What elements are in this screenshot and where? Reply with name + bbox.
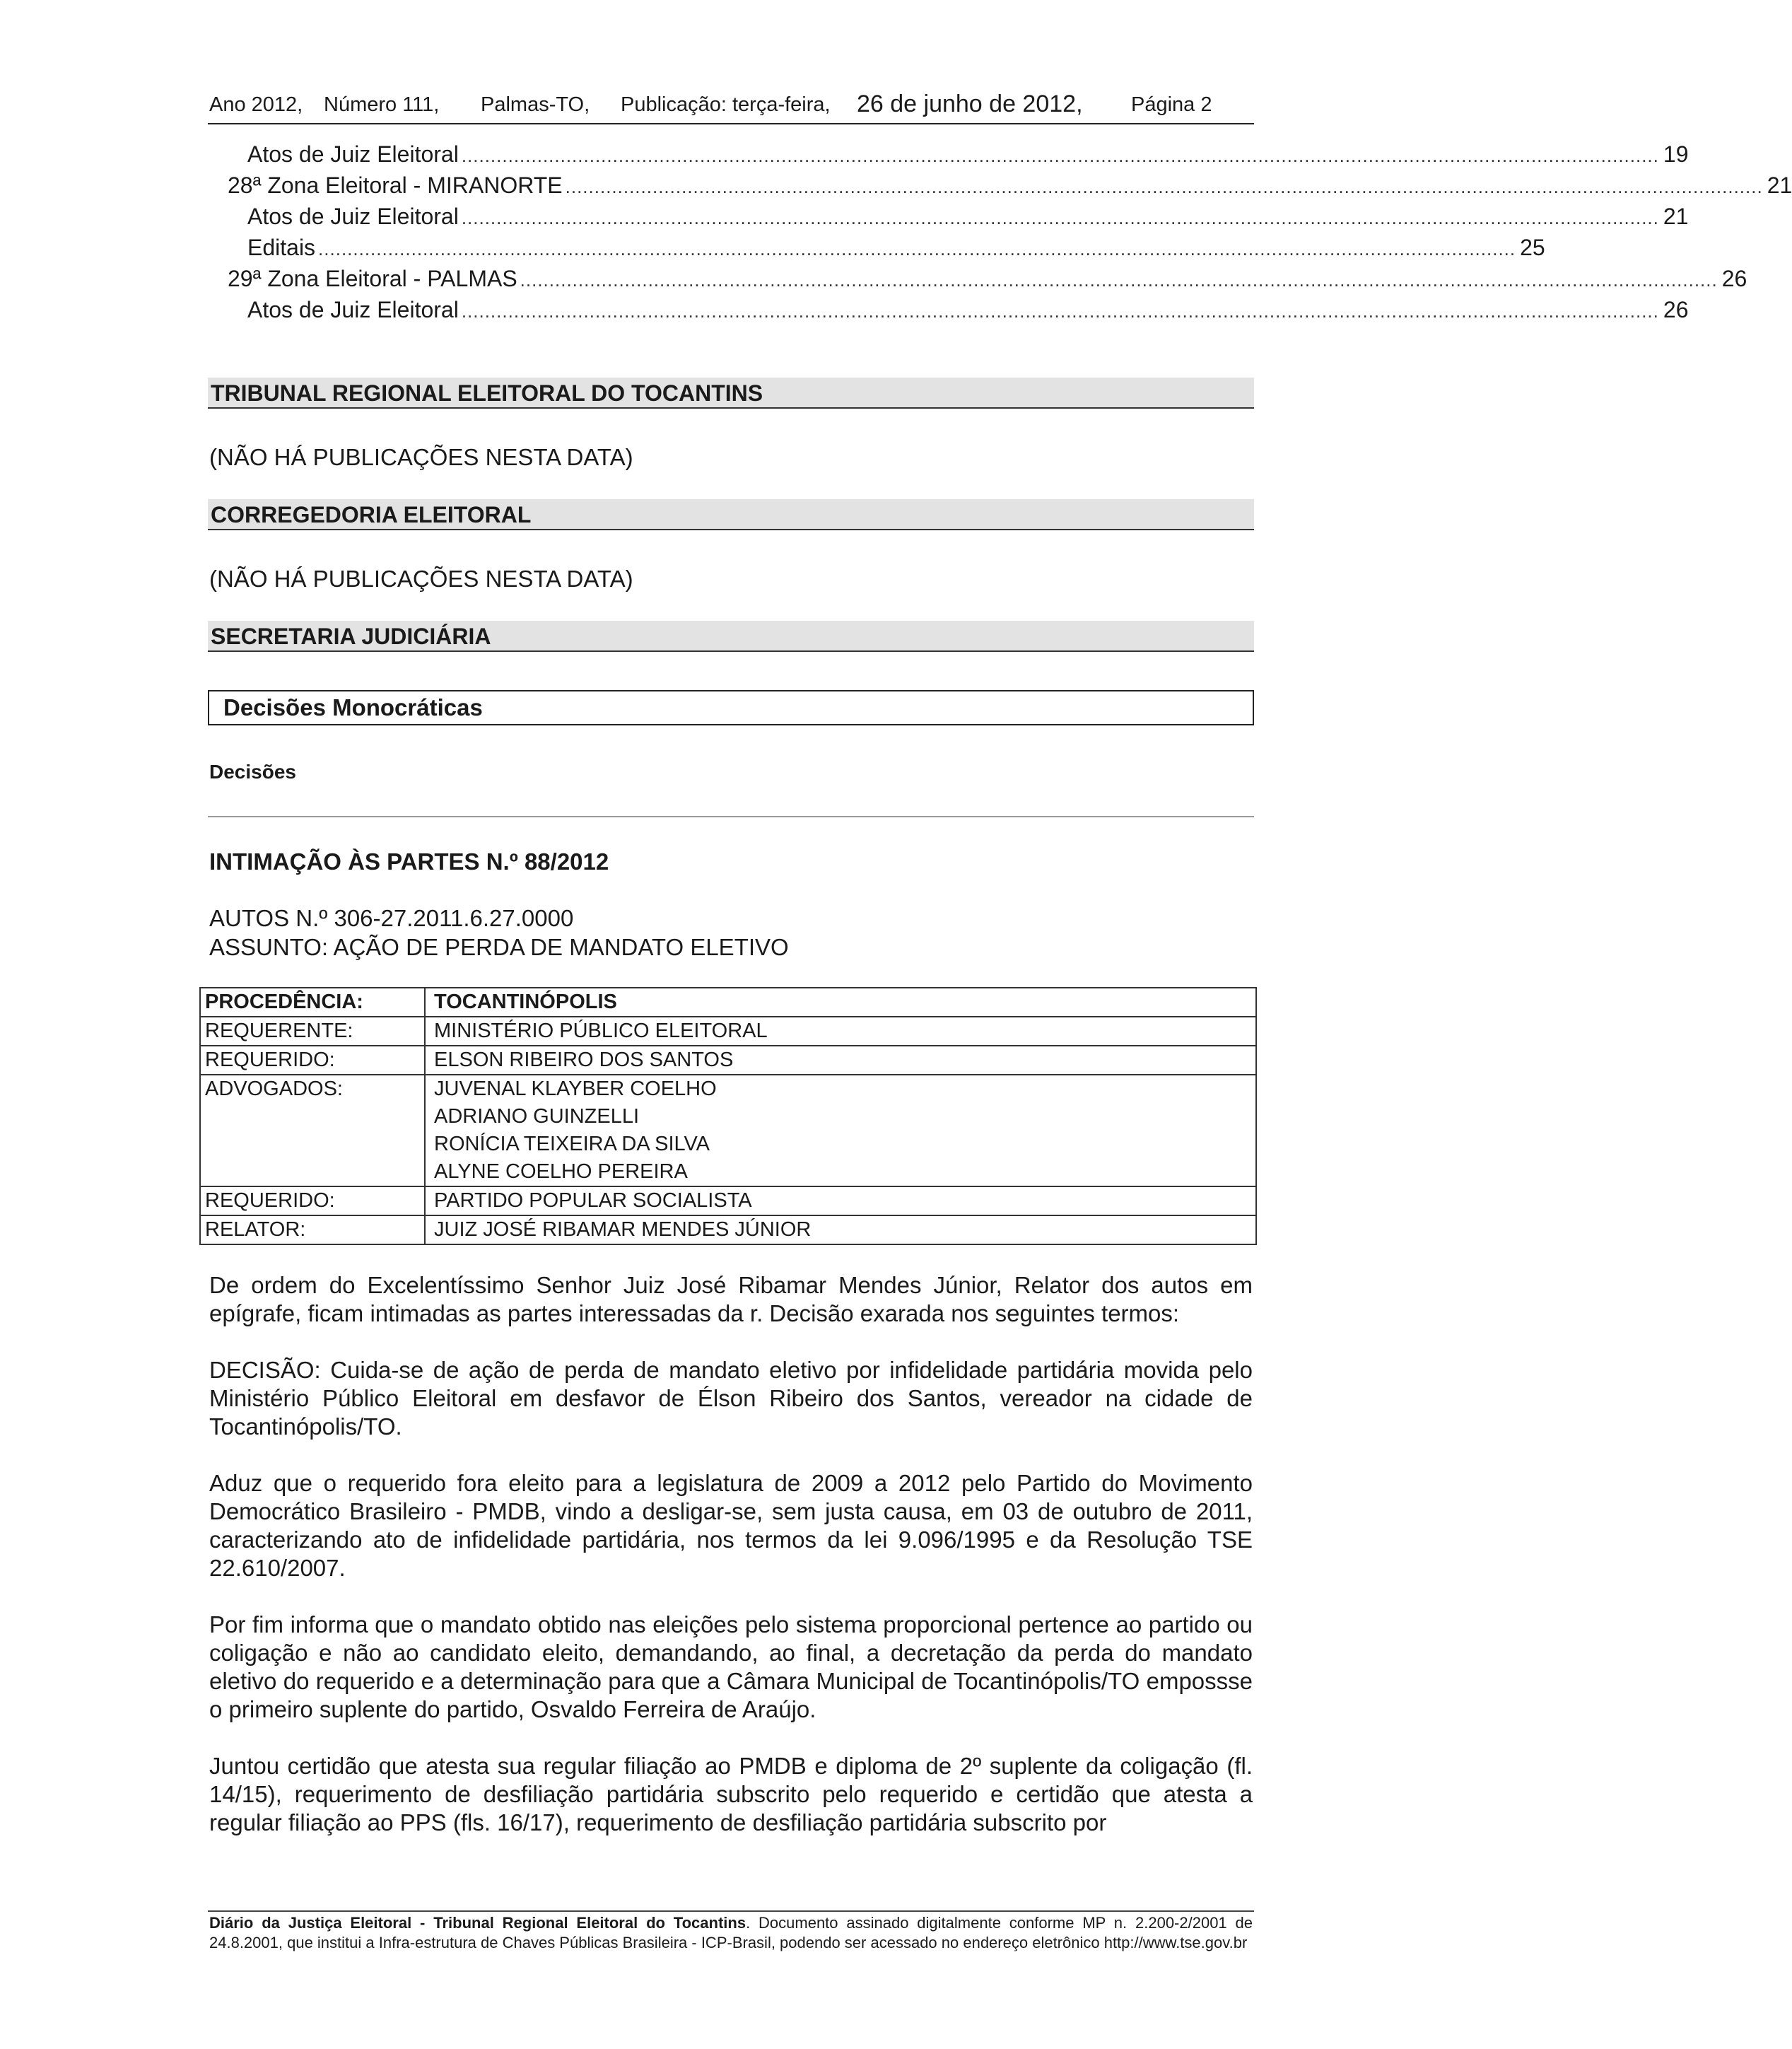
section-divider: [208, 816, 1254, 817]
footer-rule: [208, 1910, 1254, 1912]
table-row: [200, 1046, 1256, 1075]
header-data: 26 de junho de 2012,: [857, 91, 1083, 117]
party-value-advogados: [425, 1075, 1256, 1186]
toc-item-label: 29ª Zona Eleitoral - PALMAS: [228, 263, 520, 294]
table-row: [200, 1186, 1256, 1215]
body-paragraph: Juntou certidão que atesta sua regular filiação ao PMDB e diploma de 2º suplente da coligação (fl. 14/15), requerimento de desfiliação partidária subscrito pelo requerido e certidão que atesta a regular filiação ao PPS (fls. 16/17), requerimento de desfiliação partidária subscrito por: [209, 1753, 1253, 1835]
toc-item-label: Atos de Juiz Eleitoral: [247, 201, 462, 232]
header-publicacao: Publicação: terça-feira,: [621, 93, 831, 116]
advogado-name: JUVENAL KLAYBER COELHO: [434, 1078, 717, 1100]
body-paragraph: Aduz que o requerido fora eleito para a legislatura de 2009 a 2012 pelo Partido do Movimento Democrático Brasileiro - PMDB, vindo a desligar-se, sem justa causa, em 03 de outubro de 2011, caracterizando ato de infidelidade partidária, nos termos da lei 9.096/1995 e da Resolução TSE 22.610/2007.: [209, 1470, 1253, 1581]
subsection-label-decisoes: Decisões: [209, 761, 296, 783]
toc-leader: ..............................................................................................................................................................................................................: [520, 269, 1718, 291]
toc-item-label: Atos de Juiz Eleitoral: [247, 294, 462, 325]
toc-leader: ..............................................................................................................................................................................................................: [461, 145, 1659, 166]
party-value: PARTIDO POPULAR SOCIALISTA: [425, 1186, 1256, 1215]
parties-table: [199, 987, 1257, 1245]
party-label: REQUERIDO:: [200, 1186, 425, 1215]
section-bar-corregedoria: CORREGEDORIA ELEITORAL: [208, 499, 1254, 530]
party-label: REQUERIDO:: [200, 1046, 425, 1075]
toc-item[interactable]: [208, 294, 1689, 325]
toc-item-label: Atos de Juiz Eleitoral: [247, 139, 462, 170]
footer-text: . Documento assinado digitalmente conforme MP n. 2.200-2/2001 de 24.8.2001, que institui a Infra-estrutura de Chaves Públicas Brasileira - ICP-Brasil, podendo ser acessado no endereço eletrônico http://www.tse.gov.br: [209, 1914, 1253, 1951]
toc-item-page: 21: [1767, 173, 1792, 198]
toc-item[interactable]: [208, 170, 1792, 201]
footer-title: Diário da Justiça Eleitoral - Tribunal Regional Eleitoral do Tocantins: [209, 1914, 746, 1932]
advogado-name: RONÍCIA TEIXEIRA DA SILVA: [434, 1133, 710, 1155]
body-paragraph: De ordem do Excelentíssimo Senhor Juiz José Ribamar Mendes Júnior, Relator dos autos em epígrafe, ficam intimadas as partes interessadas da r. Decisão exarada nos seguintes termos:: [209, 1272, 1253, 1326]
intimacao-autos-block: [209, 904, 789, 962]
section-note-tre: (NÃO HÁ PUBLICAÇÕES NESTA DATA): [209, 444, 633, 470]
intimacao-title: INTIMAÇÃO ÀS PARTES N.º 88/2012: [209, 848, 609, 875]
party-value: MINISTÉRIO PÚBLICO ELEITORAL: [425, 1017, 1256, 1046]
toc-item-page: 26: [1721, 266, 1747, 291]
party-label: PROCEDÊNCIA:: [200, 988, 425, 1017]
party-value: TOCANTINÓPOLIS: [425, 988, 1256, 1017]
toc-item-label: 28ª Zona Eleitoral - MIRANORTE: [228, 170, 566, 201]
section-bar-tre: TRIBUNAL REGIONAL ELEITORAL DO TOCANTINS: [208, 378, 1254, 409]
table-row: [200, 1017, 1256, 1046]
header-numero: Número 111,: [324, 93, 440, 116]
toc-leader: ..............................................................................................................................................................................................................: [461, 300, 1659, 322]
intimacao-assunto: ASSUNTO: AÇÃO DE PERDA DE MANDATO ELETIVO: [209, 934, 789, 960]
advogado-name: ADRIANO GUINZELLI: [434, 1105, 640, 1128]
party-label: REQUERENTE:: [200, 1017, 425, 1046]
toc-leader: ..............................................................................................................................................................................................................: [461, 207, 1659, 228]
header-pagina: Página 2: [1131, 93, 1212, 116]
section-bar-secretaria: SECRETARIA JUDICIÁRIA: [208, 621, 1254, 652]
party-label: ADVOGADOS:: [200, 1075, 425, 1186]
toc-item-page: 26: [1663, 297, 1689, 322]
subsection-box-decisoes-monocraticas: Decisões Monocráticas: [208, 690, 1254, 725]
party-value: JUIZ JOSÉ RIBAMAR MENDES JÚNIOR: [425, 1215, 1256, 1244]
advogado-name: ALYNE COELHO PEREIRA: [434, 1160, 688, 1183]
toc-item-page: 25: [1520, 235, 1545, 260]
party-value: ELSON RIBEIRO DOS SANTOS: [425, 1046, 1256, 1075]
toc-item-label: Editais: [247, 232, 318, 263]
toc-item[interactable]: [208, 139, 1689, 170]
body-paragraph: DECISÃO: Cuida-se de ação de perda de mandato eletivo por infidelidade partidária movida pelo Ministério Público Eleitoral em desfavor de Élson Ribeiro dos Santos, vereador na cidade de Tocantinópolis/TO.: [209, 1357, 1253, 1440]
toc-leader: ..............................................................................................................................................................................................................: [318, 238, 1516, 259]
header-rule: [208, 123, 1254, 124]
page-header: [208, 91, 1254, 123]
party-label: RELATOR:: [200, 1215, 425, 1244]
intimacao-autos: AUTOS N.º 306-27.2011.6.27.0000: [209, 905, 574, 931]
table-of-contents: [208, 139, 1792, 325]
toc-item[interactable]: [208, 263, 1747, 294]
table-row: [200, 1075, 1256, 1186]
section-note-corregedoria: (NÃO HÁ PUBLICAÇÕES NESTA DATA): [209, 566, 633, 592]
header-local: Palmas-TO,: [481, 93, 590, 116]
toc-leader: ..............................................................................................................................................................................................................: [565, 176, 1763, 197]
table-row: [200, 1215, 1256, 1244]
toc-item-page: 19: [1663, 141, 1689, 167]
toc-item-page: 21: [1663, 204, 1689, 229]
page-footer: [209, 1913, 1253, 1953]
toc-item[interactable]: [208, 201, 1689, 232]
body-paragraph: Por fim informa que o mandato obtido nas eleições pelo sistema proporcional pertence ao partido ou coligação e não ao candidato eleito, demandando, ao final, a decretação da perda do mandato eletivo do requerido e a determinação para que a Câmara Municipal de Tocantinópolis/TO empossse o primeiro suplente do partido, Osvaldo Ferreira de Araújo.: [209, 1611, 1253, 1722]
toc-item[interactable]: [208, 232, 1545, 263]
table-row: [200, 988, 1256, 1017]
header-ano: Ano 2012,: [209, 93, 303, 116]
